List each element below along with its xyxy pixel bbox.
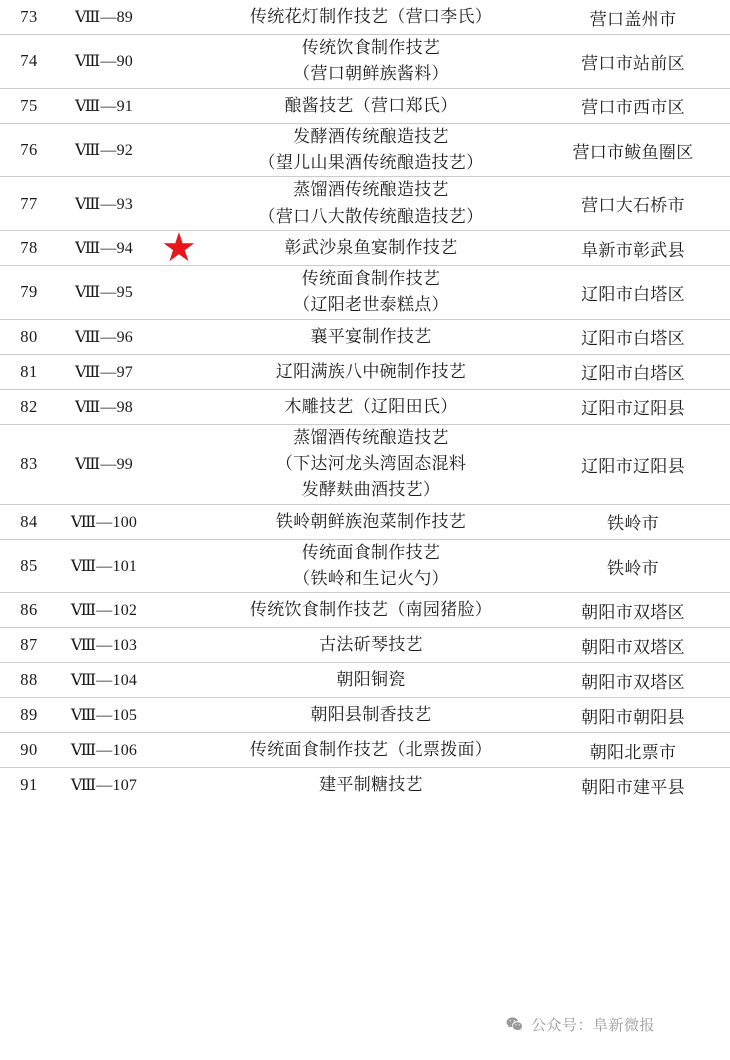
cell-declaring-region: 朝阳市双塔区 <box>581 637 685 657</box>
cell-declaring-region: 辽阳市辽阳县 <box>581 456 685 476</box>
table-row <box>0 319 730 354</box>
table-row <box>0 231 730 266</box>
cell-item-code: Ⅷ—92 <box>74 142 133 160</box>
cell-project-name <box>206 389 536 424</box>
table-row <box>0 424 730 504</box>
project-name-line: 木雕技艺（辽阳田氏） <box>284 396 458 416</box>
watermark-text: 公众号：阜新微报 <box>531 1017 656 1034</box>
cell-project-name <box>206 354 536 389</box>
cell-project-name <box>206 733 536 768</box>
cell-declaring-region: 朝阳市朝阳县 <box>581 707 685 727</box>
cell-declaring-region: 营口盖州市 <box>589 9 677 29</box>
cell-sequence-number: 85 <box>20 556 38 576</box>
cell-sequence-number: 82 <box>20 396 38 416</box>
project-name-line: 朝阳县制香技艺 <box>310 705 432 725</box>
cell-sequence-number: 73 <box>20 7 38 26</box>
project-name-lines <box>206 702 536 728</box>
cell-item-code: Ⅷ—97 <box>74 363 133 381</box>
cell-highlight-marker <box>150 319 206 354</box>
table-row <box>0 628 730 663</box>
project-name-lines <box>206 266 536 319</box>
cell-highlight-marker <box>150 123 206 177</box>
cell-highlight-marker <box>150 628 206 663</box>
cell-highlight-marker <box>150 504 206 539</box>
cell-highlight-marker <box>150 0 206 35</box>
cell-item-code: Ⅷ—95 <box>74 284 133 302</box>
table-row <box>0 768 730 803</box>
cell-declaring-region: 营口大石桥市 <box>581 196 685 216</box>
cell-sequence-number: 87 <box>20 635 38 655</box>
cell-declaring-region: 铁岭市 <box>607 514 659 534</box>
project-name-line: 蒸馏酒传统酿造技艺 <box>293 180 449 200</box>
cell-declaring-region: 朝阳市建平县 <box>581 777 685 797</box>
cell-sequence-number: 76 <box>20 140 38 160</box>
table-row <box>0 593 730 628</box>
cell-declaring-region: 营口市鲅鱼圈区 <box>572 142 694 162</box>
project-name-lines <box>206 235 536 261</box>
project-name-lines <box>206 93 536 119</box>
star-icon: ★ <box>161 225 197 271</box>
project-name-line: 酿酱技艺（营口郑氏） <box>284 95 458 115</box>
cell-highlight-marker <box>150 768 206 803</box>
project-name-line: 蒸馏酒传统酿造技艺 <box>293 427 449 447</box>
project-name-lines <box>206 177 536 230</box>
project-name-lines <box>206 324 536 350</box>
cell-sequence-number: 86 <box>20 600 38 620</box>
cell-highlight-marker <box>150 424 206 504</box>
cell-sequence-number: 75 <box>20 95 38 115</box>
project-name-line: 朝阳铜瓷 <box>336 670 406 690</box>
project-name-line: （营口八大散传统酿造技艺） <box>258 206 484 226</box>
cell-highlight-marker <box>150 177 206 231</box>
project-name-line: 传统饮食制作技艺（南园猪脸） <box>249 600 493 620</box>
table-row <box>0 35 730 89</box>
project-name-lines <box>206 35 536 88</box>
cell-sequence-number: 77 <box>20 193 38 213</box>
cell-declaring-region: 营口市西市区 <box>581 98 685 118</box>
project-name-lines <box>206 124 536 177</box>
cell-declaring-region: 辽阳市辽阳县 <box>581 399 685 419</box>
cell-item-code: Ⅷ—103 <box>70 637 138 655</box>
cell-project-name <box>206 0 536 35</box>
project-name-line: （辽阳老世泰糕点） <box>293 295 449 315</box>
project-name-line: 古法斫琴技艺 <box>319 635 423 655</box>
table-row <box>0 663 730 698</box>
project-name-line: 传统面食制作技艺 <box>301 269 441 289</box>
cell-project-name <box>206 88 536 123</box>
cell-declaring-region: 辽阳市白塔区 <box>581 329 685 349</box>
project-name-line: 传统面食制作技艺（北票拨面） <box>249 740 493 760</box>
project-name-line: （营口朝鲜族酱料） <box>293 64 449 84</box>
cell-highlight-marker <box>150 354 206 389</box>
project-name-line: 传统面食制作技艺 <box>301 542 441 562</box>
project-name-lines <box>206 4 536 30</box>
cell-item-code: Ⅷ—90 <box>74 53 133 71</box>
cell-highlight-marker <box>150 35 206 89</box>
cell-project-name <box>206 35 536 89</box>
cell-highlight-marker <box>150 733 206 768</box>
wechat-icon <box>505 1015 524 1034</box>
cell-highlight-marker <box>150 88 206 123</box>
cell-item-code: Ⅷ—91 <box>74 97 133 115</box>
cell-project-name <box>206 424 536 504</box>
cell-project-name <box>206 231 536 266</box>
cell-declaring-region: 营口市站前区 <box>581 53 685 73</box>
cell-item-code: Ⅷ—94 <box>74 240 133 258</box>
cell-sequence-number: 84 <box>20 511 38 531</box>
project-name-line: 铁岭朝鲜族泡菜制作技艺 <box>275 511 467 531</box>
cell-sequence-number: 88 <box>20 670 38 690</box>
cell-sequence-number: 81 <box>20 361 38 381</box>
project-name-lines <box>206 359 536 385</box>
cell-highlight-marker <box>150 266 206 320</box>
cell-project-name <box>206 698 536 733</box>
table-row <box>0 177 730 231</box>
table-row <box>0 354 730 389</box>
cell-item-code: Ⅷ—101 <box>70 558 138 576</box>
table-row <box>0 504 730 539</box>
cell-highlight-marker <box>150 389 206 424</box>
cell-sequence-number: 79 <box>20 282 38 302</box>
cell-highlight-marker <box>150 225 206 271</box>
cell-project-name <box>206 539 536 593</box>
cell-declaring-region: 朝阳北票市 <box>589 742 677 762</box>
project-name-line: 襄平宴制作技艺 <box>310 326 432 346</box>
watermark-badge <box>505 1014 655 1035</box>
cell-project-name <box>206 177 536 231</box>
cell-item-code: Ⅷ—107 <box>70 777 138 795</box>
table-row <box>0 88 730 123</box>
table-row <box>0 698 730 733</box>
cell-sequence-number: 90 <box>20 740 38 760</box>
project-name-lines <box>206 772 536 798</box>
cell-item-code: Ⅷ—105 <box>70 707 138 725</box>
cell-item-code: Ⅷ—89 <box>74 9 133 26</box>
project-name-line: （下达河龙头湾固态混料 <box>275 454 467 474</box>
table-row <box>0 0 730 35</box>
cell-project-name <box>206 628 536 663</box>
project-name-lines <box>206 632 536 658</box>
cell-project-name <box>206 768 536 803</box>
cell-declaring-region: 辽阳市白塔区 <box>581 364 685 384</box>
project-name-lines <box>206 425 536 504</box>
cell-project-name <box>206 663 536 698</box>
cell-item-code: Ⅷ—96 <box>74 328 133 346</box>
project-name-line: （望儿山果酒传统酿造技艺） <box>258 153 484 173</box>
cell-project-name <box>206 319 536 354</box>
cell-project-name <box>206 123 536 177</box>
cell-item-code: Ⅷ—99 <box>74 456 133 474</box>
cell-project-name <box>206 593 536 628</box>
table-row <box>0 539 730 593</box>
project-name-line: 发酵酒传统酿造技艺 <box>293 126 449 146</box>
table-row <box>0 733 730 768</box>
cell-declaring-region: 阜新市彰武县 <box>581 240 685 260</box>
project-name-lines <box>206 597 536 623</box>
cell-project-name <box>206 504 536 539</box>
cell-declaring-region: 朝阳市双塔区 <box>581 602 685 622</box>
cell-item-code: Ⅷ—102 <box>70 602 138 620</box>
cell-sequence-number: 89 <box>20 705 38 725</box>
cell-declaring-region: 铁岭市 <box>607 558 659 578</box>
project-name-lines <box>206 667 536 693</box>
project-name-lines <box>206 540 536 593</box>
project-name-lines <box>206 394 536 420</box>
cell-sequence-number: 80 <box>20 326 38 346</box>
cell-item-code: Ⅷ—93 <box>74 195 133 213</box>
cell-item-code: Ⅷ—100 <box>70 513 138 531</box>
project-name-line: 彰武沙泉鱼宴制作技艺 <box>284 237 458 257</box>
cell-highlight-marker <box>150 593 206 628</box>
project-name-line: 传统花灯制作技艺（营口李氏） <box>249 6 493 26</box>
cell-sequence-number: 83 <box>20 454 38 474</box>
project-name-line: （铁岭和生记火勺） <box>293 569 449 589</box>
cell-declaring-region: 朝阳市双塔区 <box>581 672 685 692</box>
project-name-line: 辽阳满族八中碗制作技艺 <box>275 361 467 381</box>
table-row <box>0 123 730 177</box>
project-name-lines <box>206 509 536 535</box>
cell-item-code: Ⅷ—104 <box>70 672 138 690</box>
cell-project-name <box>206 266 536 320</box>
cell-item-code: Ⅷ—98 <box>74 398 133 416</box>
project-name-line: 建平制糖技艺 <box>319 775 423 795</box>
cell-item-code: Ⅷ—106 <box>70 742 138 760</box>
project-name-lines <box>206 737 536 763</box>
cell-highlight-marker <box>150 698 206 733</box>
cell-sequence-number: 78 <box>20 238 38 258</box>
cell-highlight-marker <box>150 539 206 593</box>
project-name-line: 发酵麸曲酒技艺） <box>301 480 441 500</box>
table-row <box>0 266 730 320</box>
project-name-line: 传统饮食制作技艺 <box>301 38 441 57</box>
cell-sequence-number: 91 <box>20 775 38 795</box>
table-row <box>0 389 730 424</box>
cell-declaring-region: 辽阳市白塔区 <box>581 284 685 304</box>
cell-highlight-marker <box>150 663 206 698</box>
cell-sequence-number: 74 <box>20 51 38 71</box>
